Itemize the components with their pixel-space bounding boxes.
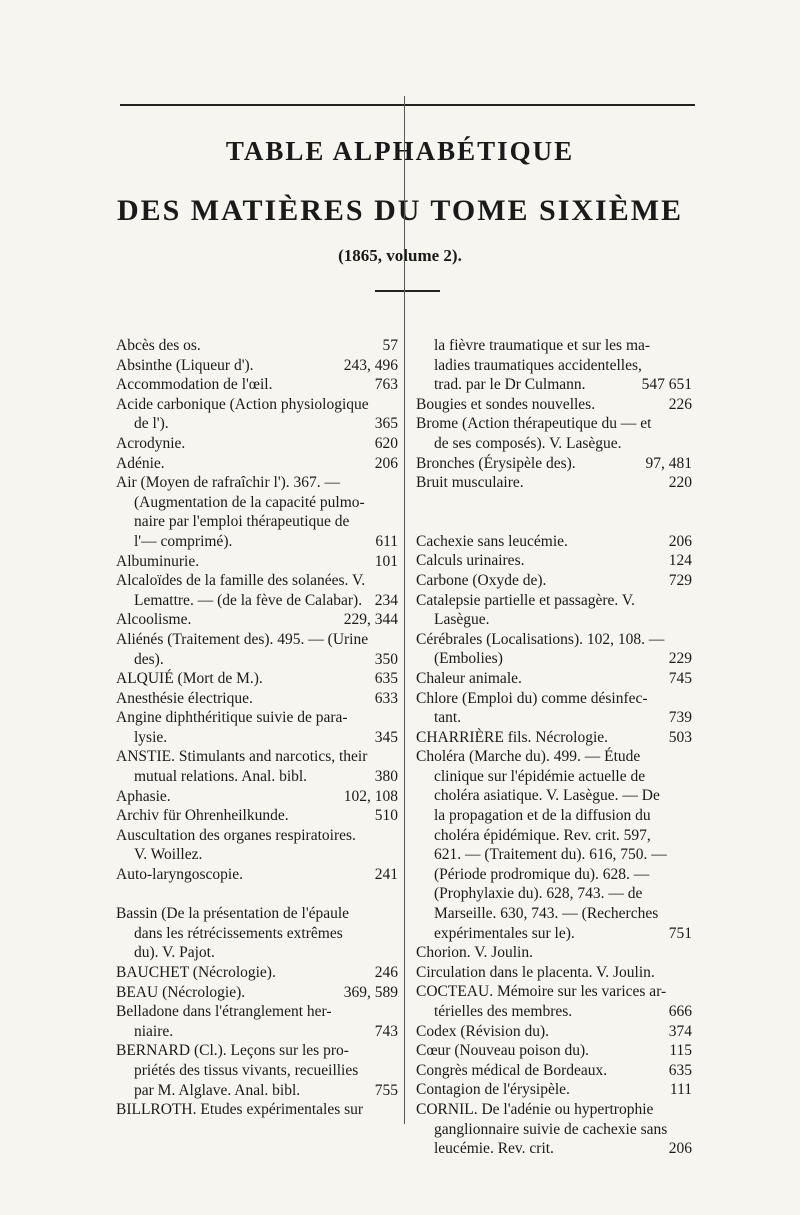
entry-continuation bbox=[116, 1081, 398, 1101]
entry-text: Alcoolisme. bbox=[116, 611, 192, 629]
page-number: 729 bbox=[668, 571, 692, 589]
title-line-2: DES MATIÈRES DU TOME SIXIÈME bbox=[116, 194, 684, 227]
subtitle: (1865, volume 2). bbox=[338, 246, 462, 265]
index-entry bbox=[416, 571, 692, 591]
entry-text: naire par l'emploi thérapeutique de bbox=[134, 513, 350, 531]
left-column bbox=[116, 336, 398, 1120]
index-entry bbox=[416, 591, 692, 611]
entry-text: ALQUIÉ (Mort de M.). bbox=[116, 670, 263, 688]
entry-line bbox=[416, 728, 692, 748]
index-entry bbox=[116, 904, 398, 963]
entry-text: Alcaloïdes de la famille des solanées. V. bbox=[116, 572, 366, 590]
entry-line bbox=[116, 787, 398, 807]
entry-line bbox=[116, 669, 398, 689]
index-entry bbox=[416, 786, 692, 806]
entry-line bbox=[116, 747, 398, 767]
index-entry bbox=[416, 1100, 692, 1120]
page-number: 226 bbox=[668, 395, 692, 413]
entry-text: Angine diphthéritique suivie de para- bbox=[116, 709, 348, 727]
entry-text: dans les rétrécissements extrêmes bbox=[134, 924, 343, 942]
entry-continuation bbox=[116, 591, 398, 611]
index-entry bbox=[416, 1002, 692, 1022]
index-entry bbox=[416, 963, 692, 983]
entry-text: Cachexie sans leucémie. bbox=[416, 532, 568, 550]
entry-line bbox=[116, 1100, 398, 1120]
index-entry bbox=[116, 356, 398, 376]
entry-line bbox=[116, 983, 398, 1003]
entry-text: Carbone (Oxyde de). bbox=[416, 571, 547, 589]
entry-line bbox=[416, 982, 692, 1002]
index-entry bbox=[116, 826, 398, 865]
entry-line bbox=[116, 963, 398, 983]
entry-continuation bbox=[416, 826, 692, 846]
column-divider bbox=[404, 96, 405, 1124]
index-entry bbox=[416, 826, 692, 846]
index-entry bbox=[416, 454, 692, 474]
entry-text: Cœur (Nouveau poison du). bbox=[416, 1042, 590, 1060]
index-entry bbox=[116, 963, 398, 983]
entry-line bbox=[416, 1080, 692, 1100]
index-entry bbox=[416, 767, 692, 787]
entry-text: ANSTIE. Stimulants and narcotics, their bbox=[116, 748, 368, 766]
entry-text: par M. Alglave. Anal. bibl. bbox=[134, 1081, 301, 1099]
entry-text: de ses composés). V. Lasègue. bbox=[434, 434, 622, 452]
entry-text: ganglionnaire suivie de cachexie sans bbox=[434, 1120, 668, 1138]
index-entry bbox=[416, 356, 692, 376]
entry-line bbox=[416, 414, 692, 434]
index-entry bbox=[416, 434, 692, 454]
index-entry bbox=[416, 473, 692, 493]
entry-line bbox=[116, 708, 398, 728]
page-number: 246 bbox=[374, 964, 398, 981]
entry-text: lysie. bbox=[134, 728, 168, 746]
entry-text: Belladone dans l'étranglement her- bbox=[116, 1003, 332, 1021]
entry-continuation bbox=[416, 1120, 692, 1140]
entry-line bbox=[416, 963, 692, 983]
entry-line bbox=[116, 375, 398, 395]
entry-continuation bbox=[416, 786, 692, 806]
entry-line bbox=[416, 454, 692, 474]
index-entry bbox=[116, 336, 398, 356]
entry-text: choléra épidémique. Rev. crit. 597, bbox=[434, 826, 651, 844]
entry-line bbox=[116, 434, 398, 454]
entry-line bbox=[116, 806, 398, 826]
index-entry bbox=[116, 708, 398, 747]
index-entry bbox=[416, 884, 692, 904]
entry-text: mutual relations. Anal. bibl. bbox=[134, 768, 308, 786]
entry-text: Archiv für Ohrenheilkunde. bbox=[116, 807, 289, 825]
index-entry bbox=[416, 943, 692, 963]
entry-text: expérimentales sur le). bbox=[434, 924, 575, 942]
entry-text: (Période prodromique du). 628. — bbox=[434, 865, 650, 883]
entry-text: Auto-laryngoscopie. bbox=[116, 866, 243, 884]
page-number: 380 bbox=[374, 768, 398, 786]
entry-text: leucémie. Rev. crit. bbox=[434, 1140, 554, 1158]
page-number: 743 bbox=[374, 1022, 398, 1040]
title-line-1: TABLE ALPHABÉTIQUE bbox=[225, 136, 575, 166]
index-entry bbox=[116, 630, 398, 669]
page-number: 745 bbox=[668, 669, 692, 687]
entry-line bbox=[116, 454, 398, 474]
entry-line bbox=[116, 689, 398, 709]
index-entry bbox=[416, 806, 692, 826]
entry-text: Bassin (De la présentation de l'épaule bbox=[116, 905, 350, 923]
index-entry bbox=[116, 552, 398, 572]
page-number: 102, 108 bbox=[343, 787, 398, 805]
entry-text: Bougies et sondes nouvelles. bbox=[416, 395, 596, 413]
entry-text: (Augmentation de la capacité pulmo- bbox=[134, 493, 365, 511]
entry-line bbox=[116, 356, 398, 376]
entry-line bbox=[116, 904, 398, 924]
page-number: 635 bbox=[374, 670, 398, 688]
index-entry bbox=[116, 689, 398, 709]
index-entry bbox=[116, 610, 398, 630]
entry-line bbox=[116, 473, 398, 493]
page-number: 206 bbox=[668, 532, 692, 550]
top-rule bbox=[120, 104, 695, 106]
entry-text: des). bbox=[134, 650, 164, 668]
entry-line bbox=[416, 571, 692, 591]
index-entry bbox=[416, 924, 692, 944]
index-entry bbox=[116, 473, 398, 551]
index-entry bbox=[416, 1080, 692, 1100]
entry-text: COCTEAU. Mémoire sur les varices ar- bbox=[416, 983, 667, 1001]
page-number: 763 bbox=[374, 376, 398, 394]
entry-line bbox=[116, 865, 398, 885]
entry-continuation bbox=[116, 767, 398, 787]
page-number: 365 bbox=[374, 415, 398, 433]
index-entry bbox=[116, 571, 398, 610]
index-entry bbox=[116, 1041, 398, 1100]
entry-continuation bbox=[116, 728, 398, 748]
index-entry bbox=[416, 982, 692, 1002]
index-entry bbox=[416, 669, 692, 689]
entry-line bbox=[416, 1041, 692, 1061]
entry-text: Circulation dans le placenta. V. Joulin. bbox=[416, 963, 655, 981]
index-entry bbox=[116, 806, 398, 826]
page-number: 666 bbox=[668, 1003, 692, 1020]
index-entry bbox=[416, 336, 692, 356]
index-entry bbox=[416, 1061, 692, 1081]
page-number: 635 bbox=[668, 1061, 692, 1079]
entry-continuation bbox=[116, 1022, 398, 1042]
entry-line bbox=[116, 630, 398, 650]
page-number: 611 bbox=[375, 532, 398, 550]
entry-line bbox=[116, 610, 398, 630]
entry-text: ladies traumatiques accidentelles, bbox=[434, 356, 642, 374]
entry-text: Contagion de l'érysipèle. bbox=[416, 1081, 570, 1099]
entry-continuation bbox=[416, 649, 692, 669]
entry-line bbox=[416, 1100, 692, 1120]
entry-text: CORNIL. De l'adénie ou hypertrophie bbox=[416, 1100, 654, 1118]
entry-text: térielles des membres. bbox=[434, 1003, 573, 1020]
page-number: 206 bbox=[668, 1140, 692, 1158]
entry-text: Albuminurie. bbox=[116, 552, 200, 570]
entry-text: Choléra (Marche du). 499. — Étude bbox=[416, 748, 641, 766]
entry-text: Chorion. V. Joulin. bbox=[416, 944, 533, 962]
entry-line bbox=[116, 1002, 398, 1022]
entry-text: Abcès des os. bbox=[116, 337, 201, 354]
entry-text: Auscultation des organes respiratoires. bbox=[116, 826, 356, 844]
entry-line bbox=[116, 1041, 398, 1061]
entry-text: 621. — (Traitement du). 616, 750. — bbox=[434, 846, 667, 864]
page-number: 57 bbox=[382, 337, 398, 354]
entry-line bbox=[116, 336, 398, 356]
entry-line bbox=[416, 1022, 692, 1042]
entry-text: Accommodation de l'œil. bbox=[116, 376, 273, 394]
page-number: 241 bbox=[374, 866, 398, 884]
entry-text: de l'). bbox=[134, 415, 169, 433]
entry-line bbox=[416, 532, 692, 552]
entry-text: trad. par le Dr Culmann. bbox=[434, 376, 586, 394]
entry-continuation bbox=[416, 806, 692, 826]
page-number: 345 bbox=[374, 728, 398, 746]
entry-continuation bbox=[416, 845, 692, 865]
entry-text: V. Woillez. bbox=[134, 846, 203, 864]
index-entry bbox=[116, 434, 398, 454]
page-number: 510 bbox=[374, 807, 398, 825]
entry-line bbox=[416, 943, 692, 963]
entry-text: tant. bbox=[434, 709, 462, 727]
page-number: 234 bbox=[374, 591, 398, 609]
index-entry bbox=[116, 395, 398, 434]
index-entry bbox=[416, 689, 692, 709]
entry-text: choléra asiatique. V. Lasègue. — De bbox=[434, 787, 660, 805]
index-entry bbox=[416, 414, 692, 434]
entry-text: BAUCHET (Nécrologie). bbox=[116, 964, 276, 981]
entry-continuation bbox=[116, 414, 398, 434]
index-entry bbox=[416, 395, 692, 415]
entry-text: Aliénés (Traitement des). 495. — (Urine bbox=[116, 630, 369, 648]
entry-text: du). V. Pajot. bbox=[134, 944, 215, 962]
entry-continuation bbox=[416, 434, 692, 454]
entry-continuation bbox=[116, 650, 398, 670]
entry-line bbox=[116, 395, 398, 415]
index-entry bbox=[416, 728, 692, 748]
entry-text: la propagation et de la diffusion du bbox=[434, 807, 651, 825]
entry-text: Bruit musculaire. bbox=[416, 474, 524, 492]
page-number: 206 bbox=[374, 454, 398, 472]
entry-text: Chlore (Emploi du) comme désinfec- bbox=[416, 689, 648, 707]
index-entry bbox=[116, 454, 398, 474]
entry-continuation bbox=[416, 884, 692, 904]
entry-line bbox=[116, 571, 398, 591]
index-entry bbox=[116, 1100, 398, 1120]
entry-continuation bbox=[416, 375, 692, 395]
entry-text: Acide carbonique (Action physiologique bbox=[116, 395, 369, 413]
entry-continuation bbox=[116, 943, 398, 963]
entry-text: Aphasie. bbox=[116, 787, 171, 805]
entry-continuation bbox=[416, 865, 692, 885]
index-entry bbox=[116, 865, 398, 885]
entry-line bbox=[416, 689, 692, 709]
entry-continuation bbox=[416, 356, 692, 376]
page-number: 739 bbox=[668, 709, 692, 727]
index-entry bbox=[416, 532, 692, 552]
entry-text: Bronches (Érysipèle des). bbox=[416, 454, 576, 472]
index-entry bbox=[416, 551, 692, 571]
entry-continuation bbox=[416, 924, 692, 944]
index-entry bbox=[416, 1120, 692, 1140]
page-number: 547 651 bbox=[641, 376, 692, 394]
entry-continuation bbox=[416, 767, 692, 787]
entry-continuation bbox=[116, 512, 398, 532]
page-number: 101 bbox=[374, 552, 398, 570]
index-entry bbox=[416, 708, 692, 728]
entry-continuation bbox=[416, 610, 692, 630]
entry-text: BEAU (Nécrologie). bbox=[116, 983, 246, 1001]
entry-text: Cérébrales (Localisations). 102, 108. — bbox=[416, 630, 665, 648]
entry-continuation bbox=[416, 708, 692, 728]
page-number: 633 bbox=[374, 689, 398, 707]
entry-text: clinique sur l'épidémie actuelle de bbox=[434, 767, 646, 785]
page-number: 229, 344 bbox=[343, 611, 398, 629]
entry-continuation bbox=[116, 924, 398, 944]
entry-continuation bbox=[116, 845, 398, 865]
entry-text: Acrodynie. bbox=[116, 434, 186, 452]
right-column bbox=[416, 336, 692, 1159]
entry-text: (Embolies) bbox=[434, 650, 503, 668]
entry-line bbox=[416, 473, 692, 493]
page-number: 755 bbox=[374, 1081, 398, 1099]
page-number: 243, 496 bbox=[343, 356, 398, 374]
entry-text: Anesthésie électrique. bbox=[116, 689, 253, 707]
entry-text: Adénie. bbox=[116, 454, 165, 472]
entry-line bbox=[416, 747, 692, 767]
entry-continuation bbox=[416, 336, 692, 356]
index-entry bbox=[416, 865, 692, 885]
page-number: 124 bbox=[668, 552, 692, 570]
entry-text: BILLROTH. Etudes expérimentales sur bbox=[116, 1101, 364, 1119]
entry-text: Marseille. 630, 743. — (Recherches bbox=[434, 905, 659, 923]
entry-text: niaire. bbox=[134, 1022, 174, 1040]
index-entry bbox=[416, 845, 692, 865]
page-number: 229 bbox=[668, 650, 692, 668]
entry-text: Brome (Action thérapeutique du — et bbox=[416, 415, 652, 433]
index-entry bbox=[416, 904, 692, 924]
entry-text: Catalepsie partielle et passagère. V. bbox=[416, 591, 635, 609]
page-number: 374 bbox=[668, 1022, 692, 1040]
index-entry bbox=[416, 747, 692, 767]
entry-text: Lasègue. bbox=[434, 611, 490, 629]
entry-text: Codex (Révision du). bbox=[416, 1022, 550, 1040]
page-number: 115 bbox=[669, 1042, 692, 1060]
entry-continuation bbox=[116, 493, 398, 513]
entry-text: Calculs urinaires. bbox=[416, 552, 525, 570]
index-entry bbox=[416, 1022, 692, 1042]
entry-text: BERNARD (Cl.). Leçons sur les pro- bbox=[116, 1042, 349, 1060]
index-entry bbox=[116, 375, 398, 395]
index-entry bbox=[416, 649, 692, 669]
entry-text: Air (Moyen de rafraîchir l'). 367. — bbox=[116, 474, 341, 492]
entry-line bbox=[416, 395, 692, 415]
index-entry bbox=[116, 983, 398, 1003]
page-number: 620 bbox=[374, 434, 398, 452]
page-number: 503 bbox=[668, 728, 692, 746]
index-entry bbox=[116, 669, 398, 689]
entry-line bbox=[416, 630, 692, 650]
entry-text: Chaleur animale. bbox=[416, 669, 522, 687]
index-entry bbox=[116, 1002, 398, 1041]
entry-text: CHARRIÈRE fils. Nécrologie. bbox=[416, 728, 609, 746]
page-number: 350 bbox=[374, 650, 398, 668]
index-entry bbox=[116, 787, 398, 807]
entry-line bbox=[416, 669, 692, 689]
page-number: 220 bbox=[668, 474, 692, 492]
entry-continuation bbox=[116, 1061, 398, 1081]
entry-text: (Prophylaxie du). 628, 743. — de bbox=[434, 885, 643, 903]
subtitle-rule bbox=[375, 290, 440, 292]
entry-text: Lemattre. — (de la fève de Calabar). bbox=[134, 591, 363, 609]
entry-continuation bbox=[416, 1002, 692, 1022]
entry-line bbox=[116, 552, 398, 572]
entry-continuation bbox=[416, 1139, 692, 1159]
page-number: 111 bbox=[669, 1081, 692, 1099]
entry-continuation bbox=[116, 532, 398, 552]
index-entry bbox=[416, 630, 692, 650]
index-entry bbox=[416, 1041, 692, 1061]
entry-text: Congrès médical de Bordeaux. bbox=[416, 1061, 608, 1079]
page-number: 369, 589 bbox=[343, 983, 398, 1001]
index-entry bbox=[416, 375, 692, 395]
index-entry bbox=[416, 1139, 692, 1159]
entry-line bbox=[416, 1061, 692, 1081]
entry-continuation bbox=[416, 904, 692, 924]
page-number: 97, 481 bbox=[645, 454, 692, 472]
entry-text: Absinthe (Liqueur d'). bbox=[116, 356, 254, 374]
entry-line bbox=[416, 591, 692, 611]
entry-line bbox=[116, 826, 398, 846]
index-entry bbox=[116, 747, 398, 786]
index-entry bbox=[416, 610, 692, 630]
page-number: 751 bbox=[668, 924, 692, 942]
entry-text: l'— comprimé). bbox=[134, 532, 233, 550]
entry-text: priétés des tissus vivants, recueillies bbox=[134, 1061, 359, 1079]
entry-text: la fièvre traumatique et sur les ma- bbox=[434, 337, 651, 354]
entry-line bbox=[416, 551, 692, 571]
